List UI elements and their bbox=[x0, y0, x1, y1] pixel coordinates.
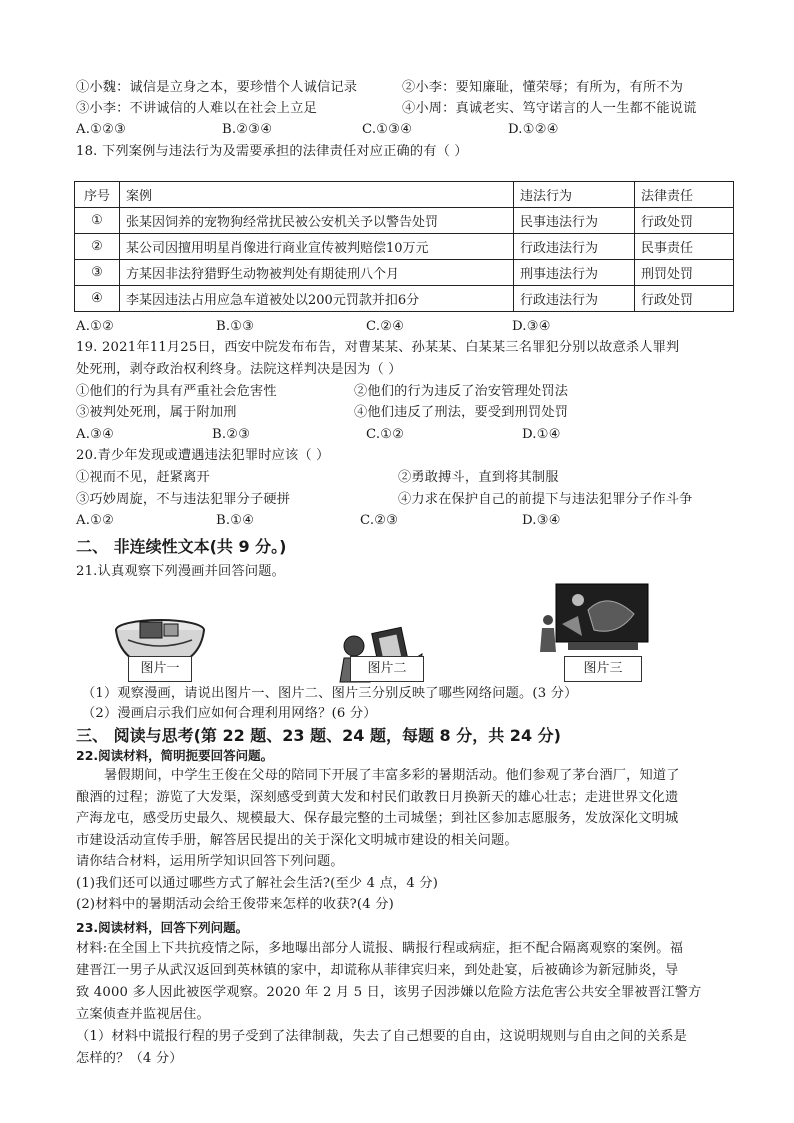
table-cell: 刑罚处罚 bbox=[635, 260, 734, 286]
table-cell: 张某因饲养的宠物狗经常扰民被公安机关予以警告处罚 bbox=[120, 208, 514, 234]
table-header: 序号 bbox=[75, 182, 120, 208]
table-cell: 行政违法行为 bbox=[514, 234, 635, 260]
q21-part-1: （1）观察漫画，请说出图片一、图片二、图片三分别反映了哪些网络问题。(3 分） bbox=[82, 686, 578, 701]
table-cell: ① bbox=[75, 208, 120, 234]
table-cell: ② bbox=[75, 234, 120, 260]
table-header: 法律责任 bbox=[635, 182, 734, 208]
q22-paragraph-line3: 产海龙屯，感受历史最久、规模最大、保存最完整的土司城堡；到社区参加志愿服务，发放深化文明城 bbox=[76, 811, 679, 826]
q17-option-1: ①小魏：诚信是立身之本，要珍惜个人诚信记录 bbox=[76, 80, 358, 95]
section-2-title: 二、 非连续性文本(共 9 分。) bbox=[76, 537, 287, 556]
q18-stem: 18. 下列案例与违法行为及需要承担的法律责任对应正确的有（ ） bbox=[76, 144, 468, 159]
table-cell: 行政处罚 bbox=[635, 286, 734, 312]
q20-stem: 20.青少年发现或遭遇违法犯罪时应该（ ） bbox=[76, 448, 330, 463]
q22-part-2: (2)材料中的暑期活动会给王俊带来怎样的收获?(4 分) bbox=[76, 897, 394, 912]
table-header: 案例 bbox=[120, 182, 514, 208]
table-row bbox=[75, 234, 734, 260]
q17-option-3: ③小李：不讲诚信的人难以在社会上立足 bbox=[76, 101, 317, 116]
q18-choice-c: C.②④ bbox=[366, 319, 405, 334]
q20-option-1: ①视而不见，赶紧离开 bbox=[76, 470, 210, 485]
table-header-row bbox=[75, 182, 734, 208]
cartoon-screen-image bbox=[538, 580, 654, 660]
q17-option-4: ④小周：真诚老实、笃守诺言的人一生都不能说谎 bbox=[402, 101, 697, 116]
q23-part-1-line1: （1）材料中谎报行程的男子受到了法律制裁，失去了自己想要的自由，这说明规则与自由之间的关系是 bbox=[76, 1029, 688, 1044]
section-3-title: 三、 阅读与思考(第 22 题、23 题、24 题，每题 8 分，共 24 分) bbox=[76, 726, 561, 745]
table-cell: 某公司因擅用明星肖像进行商业宣传被判赔偿10万元 bbox=[120, 234, 514, 260]
q23-heading: 23.阅读材料，回答下列问题。 bbox=[76, 920, 249, 935]
q22-paragraph-line4: 市建设活动宣传手册，解答居民提出的关于深化文明城市建设的相关问题。 bbox=[76, 833, 518, 848]
picture-1-label: 图片一 bbox=[128, 656, 192, 682]
q17-choice-a: A.①②③ bbox=[76, 122, 127, 137]
q17-choice-c: C.①③④ bbox=[362, 122, 413, 137]
q23-material-line2: 建晋江一男子从武汉返回到英林镇的家中，却谎称从菲律宾归来，到处赴宴，后被确诊为新冠肺炎，导 bbox=[76, 963, 679, 978]
q18-choice-a: A.①② bbox=[76, 319, 115, 334]
q19-choice-b: B.②③ bbox=[212, 427, 251, 442]
table-cell: 刑事违法行为 bbox=[514, 260, 635, 286]
q22-part-1: (1)我们还可以通过哪些方式了解社会生活?(至少 4 点，4 分) bbox=[76, 876, 439, 891]
q21-part-2: （2）漫画启示我们应如何合理利用网络？(6 分） bbox=[82, 706, 377, 721]
q22-heading: 22.阅读材料，简明扼要回答问题。 bbox=[76, 748, 274, 763]
q19-option-1: ①他们的行为具有严重社会危害性 bbox=[76, 384, 277, 399]
table-cell: 民事责任 bbox=[635, 234, 734, 260]
q19-stem-line2: 处死刑，剥夺政治权利终身。法院这样判决是因为（ ） bbox=[76, 362, 402, 377]
q19-choice-d: D.①④ bbox=[522, 427, 561, 442]
q17-choice-d: D.①②④ bbox=[508, 122, 559, 137]
q19-option-3: ③被判处死刑，属于附加刑 bbox=[76, 405, 237, 420]
table-cell: 方某因非法狩猎野生动物被判处有期徒刑八个月 bbox=[120, 260, 514, 286]
q23-part-1-line2: 怎样的？（4 分） bbox=[76, 1051, 183, 1066]
q19-choice-a: A.③④ bbox=[76, 427, 115, 442]
table-header: 违法行为 bbox=[514, 182, 635, 208]
q20-option-4: ④力求在保护自己的前提下与违法犯罪分子作斗争 bbox=[398, 492, 693, 507]
q23-material-line3: 致 4000 多人因此被医学观察。2020 年 2 月 5 日，该男子因涉嫌以危险方法危害公共安全罪被晋江警方 bbox=[76, 985, 702, 1000]
table-cell: 行政违法行为 bbox=[514, 286, 635, 312]
table-cell: ③ bbox=[75, 260, 120, 286]
q19-option-4: ④他们违反了刑法，要受到刑罚处罚 bbox=[354, 405, 569, 420]
q22-instruction: 请你结合材料，运用所学知识回答下列问题。 bbox=[76, 854, 344, 869]
table-row bbox=[75, 260, 734, 286]
q20-choice-b: B.①④ bbox=[216, 513, 255, 528]
q22-paragraph-line2: 酿酒的过程；游览了大发渠，深刻感受到黄大发和村民们敢教日月换新天的雄心壮志；走进世界文化遗 bbox=[76, 790, 679, 805]
q21-stem: 21.认真观察下列漫画并回答问题。 bbox=[76, 564, 285, 579]
q22-paragraph-line1: 暑假期间，中学生王俊在父母的陪同下开展了丰富多彩的暑期活动。他们参观了茅台酒厂，知道了 bbox=[104, 768, 680, 783]
q19-stem-line1: 19. 2021年11月25日，西安中院发布布告，对曹某某、孙某某、白某某三名罪犯分别以故意杀人罪判 bbox=[76, 340, 680, 355]
q18-choice-b: B.①③ bbox=[216, 319, 255, 334]
q20-choice-d: D.③④ bbox=[522, 513, 561, 528]
q17-option-2: ②小李：要知廉耻，懂荣辱；有所为，有所不为 bbox=[402, 80, 684, 95]
table-cell: 李某因违法占用应急车道被处以200元罚款并扣6分 bbox=[120, 286, 514, 312]
table-cell: 民事违法行为 bbox=[514, 208, 635, 234]
q23-material-line1: 材料:在全国上下共抗疫情之际，多地曝出部分人谎报、瞒报行程或病症，拒不配合隔离观察的案例。福 bbox=[76, 941, 684, 956]
q19-option-2: ②他们的行为违反了治安管理处罚法 bbox=[354, 384, 569, 399]
table-cell: 行政处罚 bbox=[635, 208, 734, 234]
q20-option-3: ③巧妙周旋，不与违法犯罪分子硬拼 bbox=[76, 492, 291, 507]
q20-choice-a: A.①② bbox=[76, 513, 115, 528]
q20-option-2: ②勇敢搏斗，直到将其制服 bbox=[398, 470, 559, 485]
q18-choice-d: D.③④ bbox=[512, 319, 551, 334]
picture-2-label: 图片二 bbox=[350, 656, 424, 682]
table-row bbox=[75, 208, 734, 234]
q17-choice-b: B.②③④ bbox=[222, 122, 273, 137]
table-cell: ④ bbox=[75, 286, 120, 312]
q19-choice-c: C.①② bbox=[366, 427, 405, 442]
picture-3-label: 图片三 bbox=[564, 656, 642, 682]
q18-table bbox=[74, 181, 734, 312]
table-row bbox=[75, 286, 734, 312]
q20-choice-c: C.②③ bbox=[360, 513, 399, 528]
q23-material-line4: 立案侦查并监视居住。 bbox=[76, 1007, 210, 1022]
